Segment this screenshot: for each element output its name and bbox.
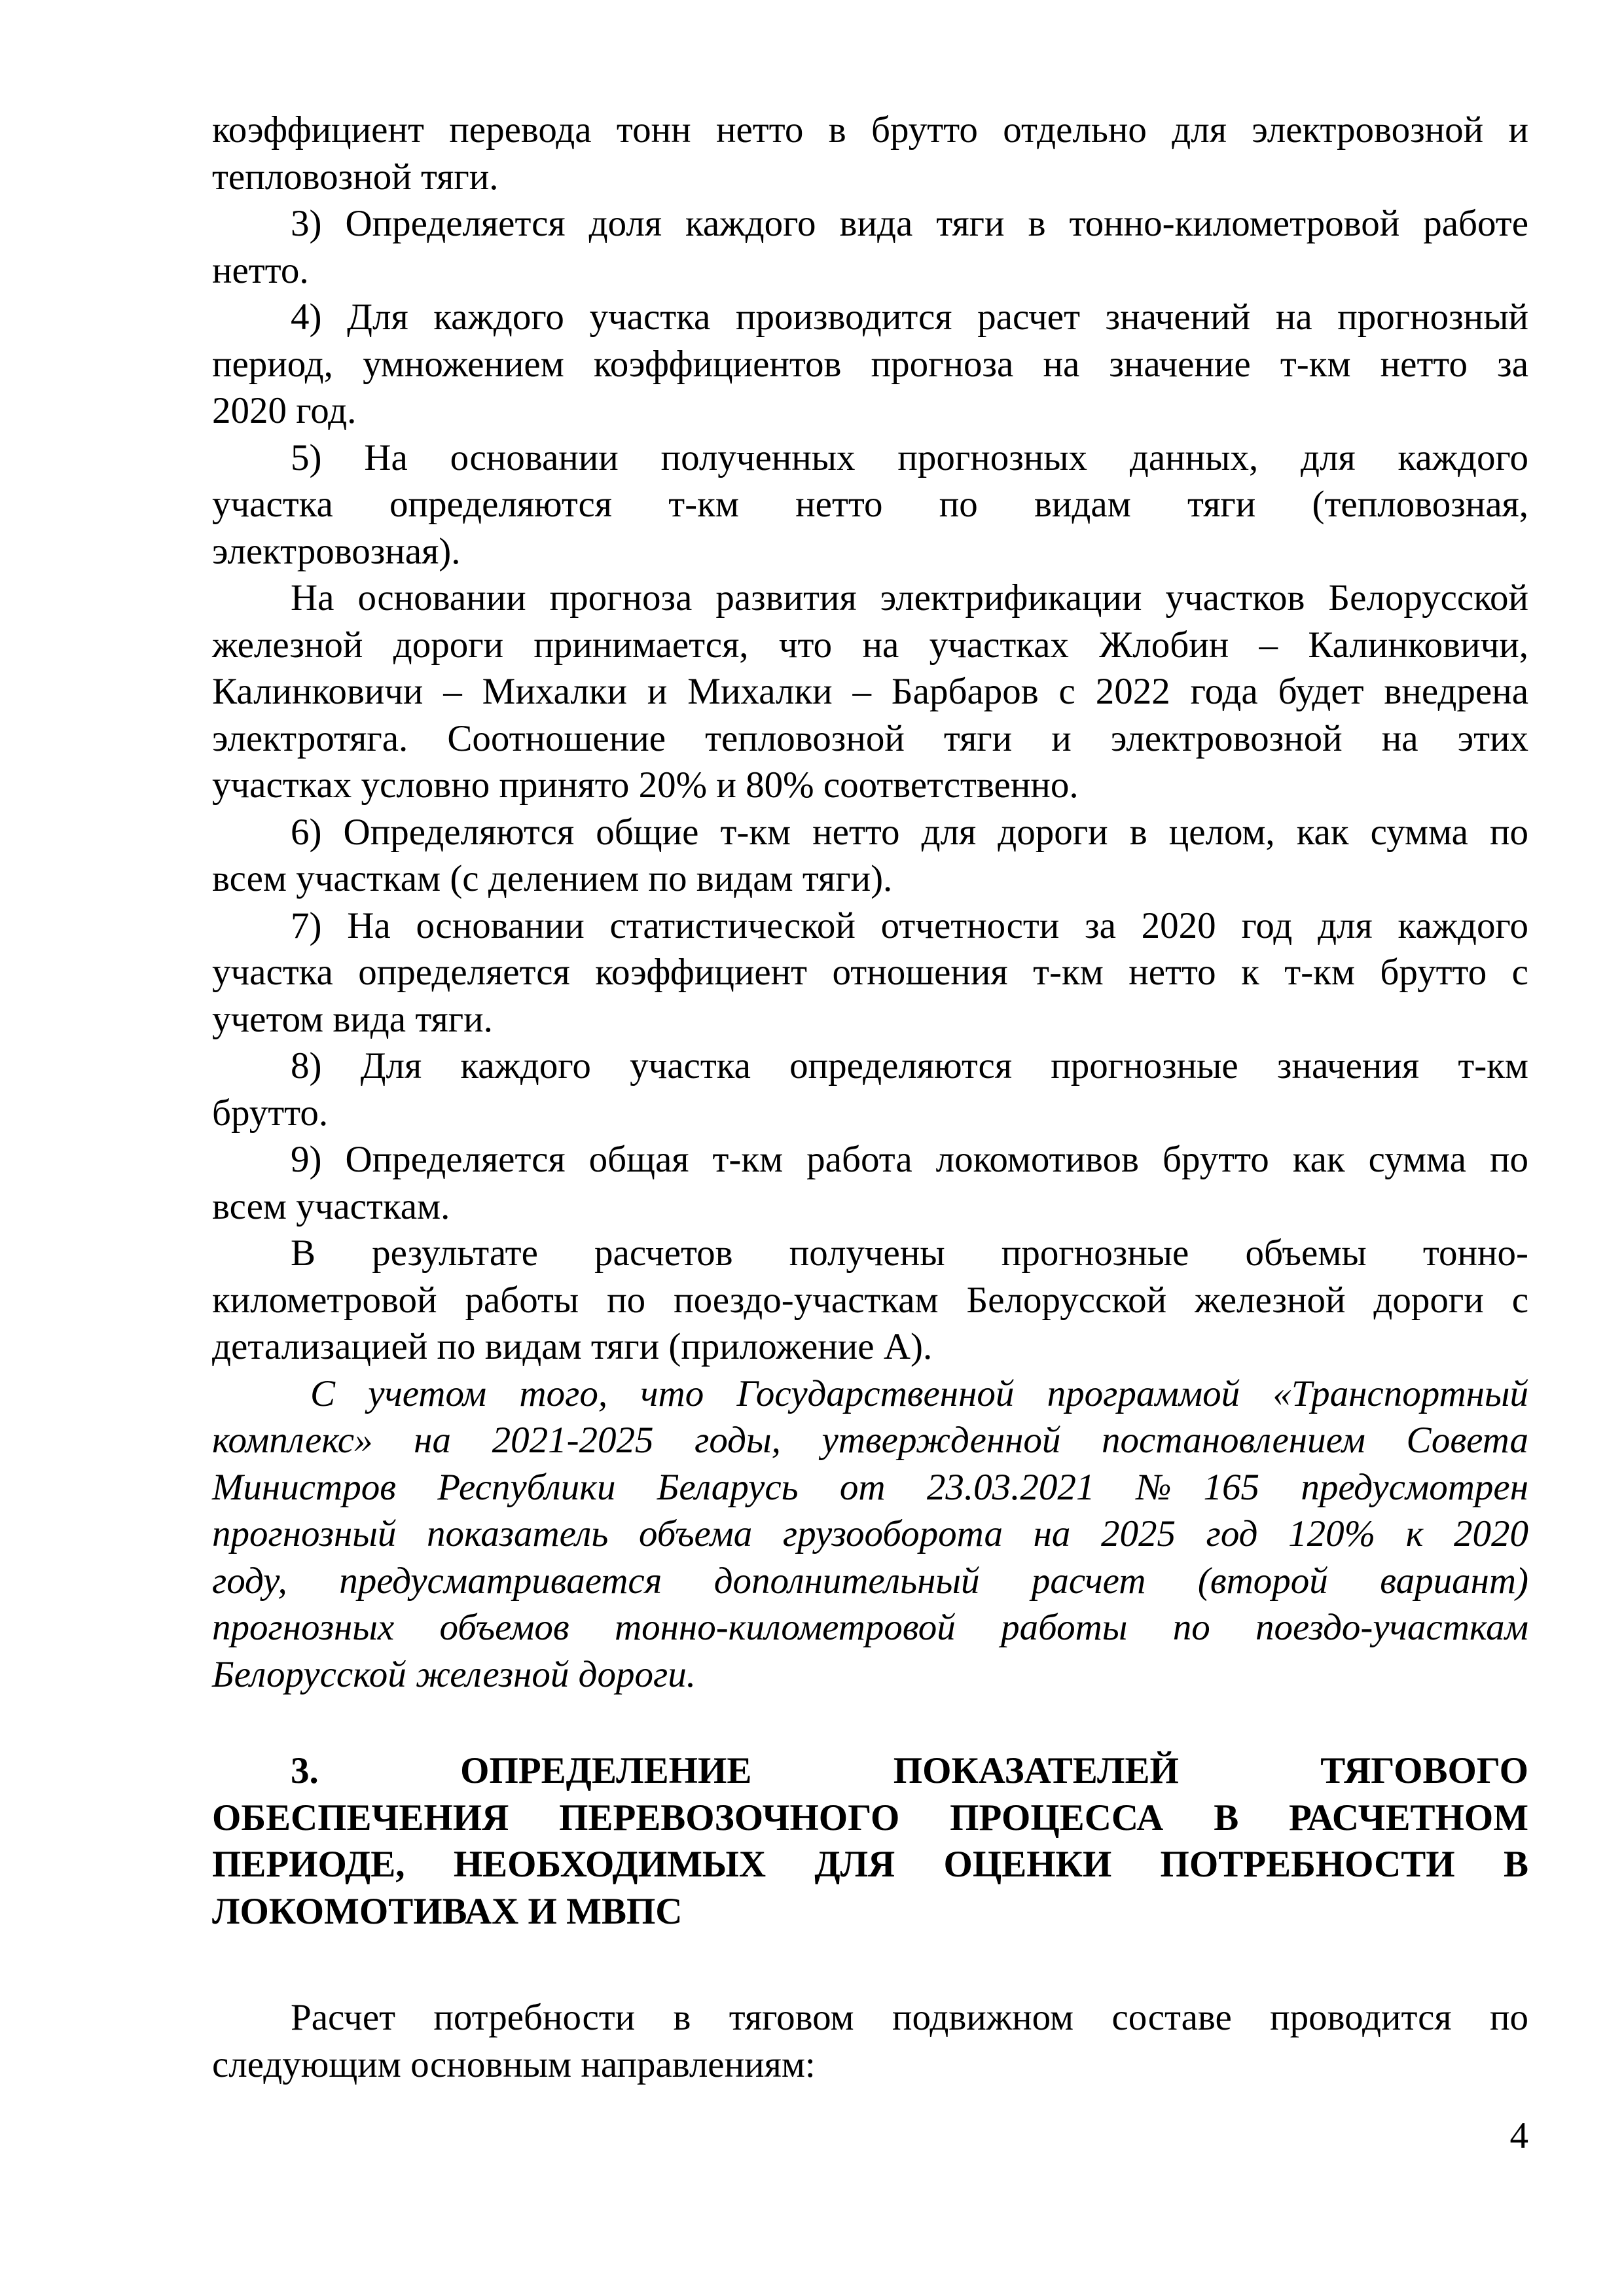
- text-line: комплекс» на 2021-2025 годы, утвержденной постановлением Совета: [212, 1420, 1528, 1461]
- text-line: километровой работы по поездо-участкам Белорусской железной дороги с: [212, 1279, 1528, 1321]
- text-line: тепловозной тяги.: [212, 156, 499, 198]
- paragraph: [212, 1136, 1528, 1230]
- text-line: На основании прогноза развития электрификации участков Белорусской: [291, 577, 1528, 619]
- text-line: Министров Республики Беларусь от 23.03.2021 №165 предусмотрен: [212, 1466, 1528, 1508]
- text-line: 5) На основании полученных прогнозных данных, для каждого: [291, 437, 1528, 478]
- heading-line: 3. ОПРЕДЕЛЕНИЕ ПОКАЗАТЕЛЕЙ ТЯГОВОГО: [291, 1750, 1528, 1791]
- text-line: железной дороги принимается, что на участках Жлобин – Калинковичи,: [212, 624, 1528, 666]
- text-line: нетто.: [212, 249, 309, 291]
- page-number: 4: [1509, 2115, 1528, 2157]
- paragraph: [212, 1371, 1528, 1698]
- paragraph: [212, 809, 1528, 903]
- text-line: электротяга. Соотношение тепловозной тяги и электровозной на этих: [212, 717, 1528, 759]
- paragraph: [212, 1043, 1528, 1136]
- text-line: прогнозный показатель объема грузооборота на 2025 год 120% к 2020: [212, 1513, 1528, 1554]
- section-heading: [212, 1748, 1528, 1935]
- paragraph: [212, 294, 1528, 435]
- text-line: 4) Для каждого участка производится расчет значений на прогнозный: [291, 296, 1528, 338]
- text-line: участка определяется коэффициент отношения т-км нетто к т-км брутто с: [212, 952, 1528, 993]
- document-body: [212, 107, 1528, 2088]
- paragraph: [212, 1230, 1528, 1371]
- paragraph: [212, 903, 1528, 1043]
- heading-line: ОБЕСПЕЧЕНИЯ ПЕРЕВОЗОЧНОГО ПРОЦЕССА В РАСЧЕТНОМ: [212, 1797, 1528, 1839]
- heading-line: ЛОКОМОТИВАХ И МВПС: [212, 1890, 683, 1932]
- text-line: участках условно принято 20% и 80% соответственно.: [212, 764, 1079, 806]
- text-line: 3) Определяется доля каждого вида тяги в тонно-километровой работе: [291, 203, 1528, 244]
- text-line: 9) Определяется общая т-км работа локомотивов брутто как сумма по: [291, 1139, 1528, 1180]
- text-line: Калинковичи – Михалки и Михалки – Барбаров с 2022 года будет внедрена: [212, 671, 1528, 712]
- text-line: период, умножением коэффициентов прогноза на значение т-км нетто за: [212, 343, 1528, 385]
- paragraph: [212, 107, 1528, 200]
- paragraph: [212, 200, 1528, 294]
- text-line: детализацией по видам тяги (приложение А).: [212, 1326, 933, 1367]
- text-line: всем участкам.: [212, 1185, 450, 1227]
- text-line: брутто.: [212, 1092, 329, 1134]
- text-line: 7) На основании статистической отчетности за 2020 год для каждого: [291, 905, 1528, 946]
- text-line: следующим основным направлениям:: [212, 2043, 816, 2085]
- text-line: 2020 год.: [212, 390, 357, 431]
- text-line: 8) Для каждого участка определяются прогнозные значения т-км: [291, 1045, 1528, 1086]
- paragraph: [212, 435, 1528, 575]
- text-line: коэффициент перевода тонн нетто в брутто отдельно для электровозной и: [212, 109, 1528, 151]
- heading-line: ПЕРИОДЕ, НЕОБХОДИМЫХ ДЛЯ ОЦЕНКИ ПОТРЕБНОСТИ В: [212, 1844, 1528, 1885]
- text-line: электровозная).: [212, 530, 461, 572]
- paragraph: [212, 575, 1528, 809]
- text-line: В результате расчетов получены прогнозные объемы тонно-: [291, 1232, 1528, 1274]
- text-line: прогнозных объемов тонно-километровой работы по поездо-участкам: [212, 1607, 1528, 1648]
- text-line: Белорусской железной дороги.: [212, 1653, 696, 1695]
- text-line: 6) Определяются общие т-км нетто для дороги в целом, как сумма по: [291, 811, 1528, 853]
- text-line: Расчет потребности в тяговом подвижном составе проводится по: [291, 1997, 1528, 2038]
- paragraph: [212, 1994, 1528, 2088]
- text-line: С учетом того, что Государственной программой «Транспортный: [310, 1372, 1528, 1414]
- text-line: году, предусматривается дополнительный расчет (второй вариант): [212, 1560, 1528, 1602]
- text-line: всем участкам (с делением по видам тяги).: [212, 858, 893, 899]
- text-line: участка определяются т-км нетто по видам тяги (тепловозная,: [212, 484, 1528, 525]
- text-line: учетом вида тяги.: [212, 998, 493, 1040]
